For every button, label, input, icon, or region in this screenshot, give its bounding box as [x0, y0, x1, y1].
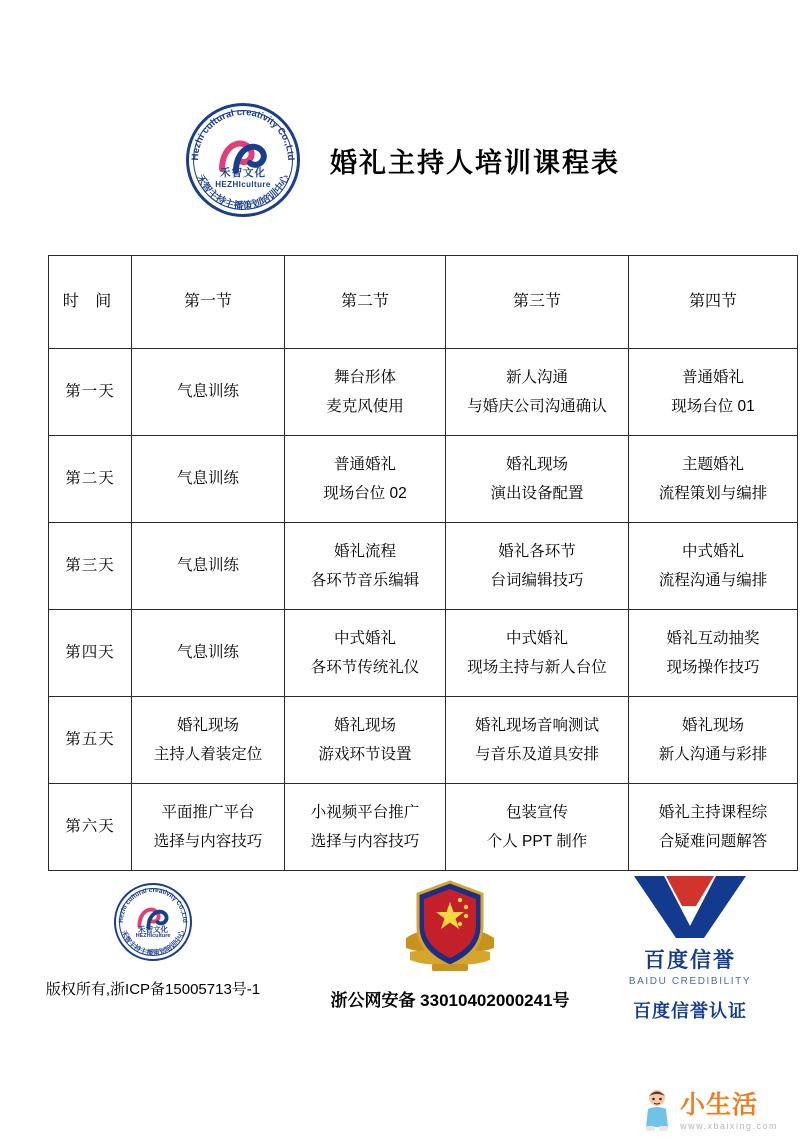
row-cell: 婚礼互动抽奖 现场操作技巧	[629, 610, 798, 697]
police-record-text: 浙公网安备 33010402000241号	[330, 991, 570, 1010]
logo-small-arc-top-label: Hezhi cultural creativity Co.,Ltd	[117, 886, 189, 923]
table-row	[49, 436, 798, 523]
row-cell: 气息训练	[132, 349, 285, 436]
row-cell: 包装宣传 个人 PPT 制作	[446, 784, 629, 871]
baidu-name: 百度信誉	[644, 949, 736, 972]
header-cell-session-3: 第三节	[446, 256, 629, 349]
header-cell-session-4: 第四节	[629, 256, 798, 349]
logo-small-en-name: HEZHIculture	[135, 932, 171, 939]
watermark-title: 小生活	[679, 1091, 758, 1119]
baidu-certification-text: 百度信誉认证	[633, 1001, 747, 1021]
header-cell-session-1: 第一节	[132, 256, 285, 349]
logo-cn-name: 禾智文化	[220, 167, 266, 180]
table-row	[49, 523, 798, 610]
company-logo	[180, 97, 306, 223]
row-day-label: 第六天	[49, 784, 132, 871]
row-cell: 中式婚礼 各环节传统礼仪	[285, 610, 446, 697]
row-cell: 新人沟通 与婚庆公司沟通确认	[446, 349, 629, 436]
baidu-credibility-badge	[600, 872, 780, 1023]
copyright-badge	[28, 880, 278, 999]
row-cell: 气息训练	[132, 436, 285, 523]
row-cell: 婚礼现场 新人沟通与彩排	[629, 697, 798, 784]
row-day-label: 第一天	[49, 349, 132, 436]
footer-badges	[0, 880, 800, 1060]
row-cell: 气息训练	[132, 610, 285, 697]
table-row	[49, 784, 798, 871]
copyright-text: 版权所有,浙ICP备15005713号-1	[45, 981, 261, 998]
table-row	[49, 349, 798, 436]
table-row	[49, 697, 798, 784]
row-cell: 平面推广平台 选择与内容技巧	[132, 784, 285, 871]
row-cell: 婚礼现场 演出设备配置	[446, 436, 629, 523]
logo-arc-bottom-label: 禾智主持主播策划培训中心	[193, 173, 293, 213]
header-cell-time: 时 间	[49, 256, 132, 349]
row-cell: 中式婚礼 流程沟通与编排	[629, 523, 798, 610]
logo-small-arc-bottom-label: 禾智主持主播策划培训中心	[119, 929, 187, 958]
baidu-v-icon	[630, 872, 750, 942]
row-day-label: 第二天	[49, 436, 132, 523]
row-cell: 婚礼主持课程综 合疑难问题解答	[629, 784, 798, 871]
logo-en-name: HEZHIculture	[215, 180, 271, 190]
row-cell: 主题婚礼 流程策划与编排	[629, 436, 798, 523]
row-cell: 中式婚礼 现场主持与新人台位	[446, 610, 629, 697]
row-cell: 舞台形体 麦克风使用	[285, 349, 446, 436]
schedule-table	[48, 255, 798, 871]
police-record-badge	[300, 876, 600, 1011]
row-cell: 小视频平台推广 选择与内容技巧	[285, 784, 446, 871]
row-cell: 普通婚礼 现场台位 01	[629, 349, 798, 436]
row-cell: 普通婚礼 现场台位 02	[285, 436, 446, 523]
row-cell: 气息训练	[132, 523, 285, 610]
row-cell: 婚礼流程 各环节音乐编辑	[285, 523, 446, 610]
row-cell: 婚礼现场音响测试 与音乐及道具安排	[446, 697, 629, 784]
row-cell: 婚礼现场 游戏环节设置	[285, 697, 446, 784]
table-row	[49, 610, 798, 697]
police-emblem-icon	[396, 876, 504, 976]
row-day-label: 第三天	[49, 523, 132, 610]
page-title: 婚礼主持人培训课程表	[330, 147, 620, 178]
watermark-url: www.xbaixing.com	[679, 1121, 778, 1131]
company-logo-small	[111, 880, 195, 964]
schedule-table-container	[48, 255, 772, 871]
row-day-label: 第四天	[49, 610, 132, 697]
baidu-en-name: BAIDU CREDIBILITY	[628, 976, 752, 987]
table-header-row	[49, 256, 798, 349]
row-cell: 婚礼现场 主持人着装定位	[132, 697, 285, 784]
row-cell: 婚礼各环节 台词编辑技巧	[446, 523, 629, 610]
mascot-icon	[640, 1087, 674, 1131]
document-header	[0, 100, 800, 220]
logo-small-cn-name: 禾智文化	[138, 924, 168, 934]
row-day-label: 第五天	[49, 697, 132, 784]
header-cell-session-2: 第二节	[285, 256, 446, 349]
watermark	[640, 1087, 778, 1131]
logo-arc-top-label: Hezhi cultural creativity Co.,Ltd	[189, 106, 297, 161]
